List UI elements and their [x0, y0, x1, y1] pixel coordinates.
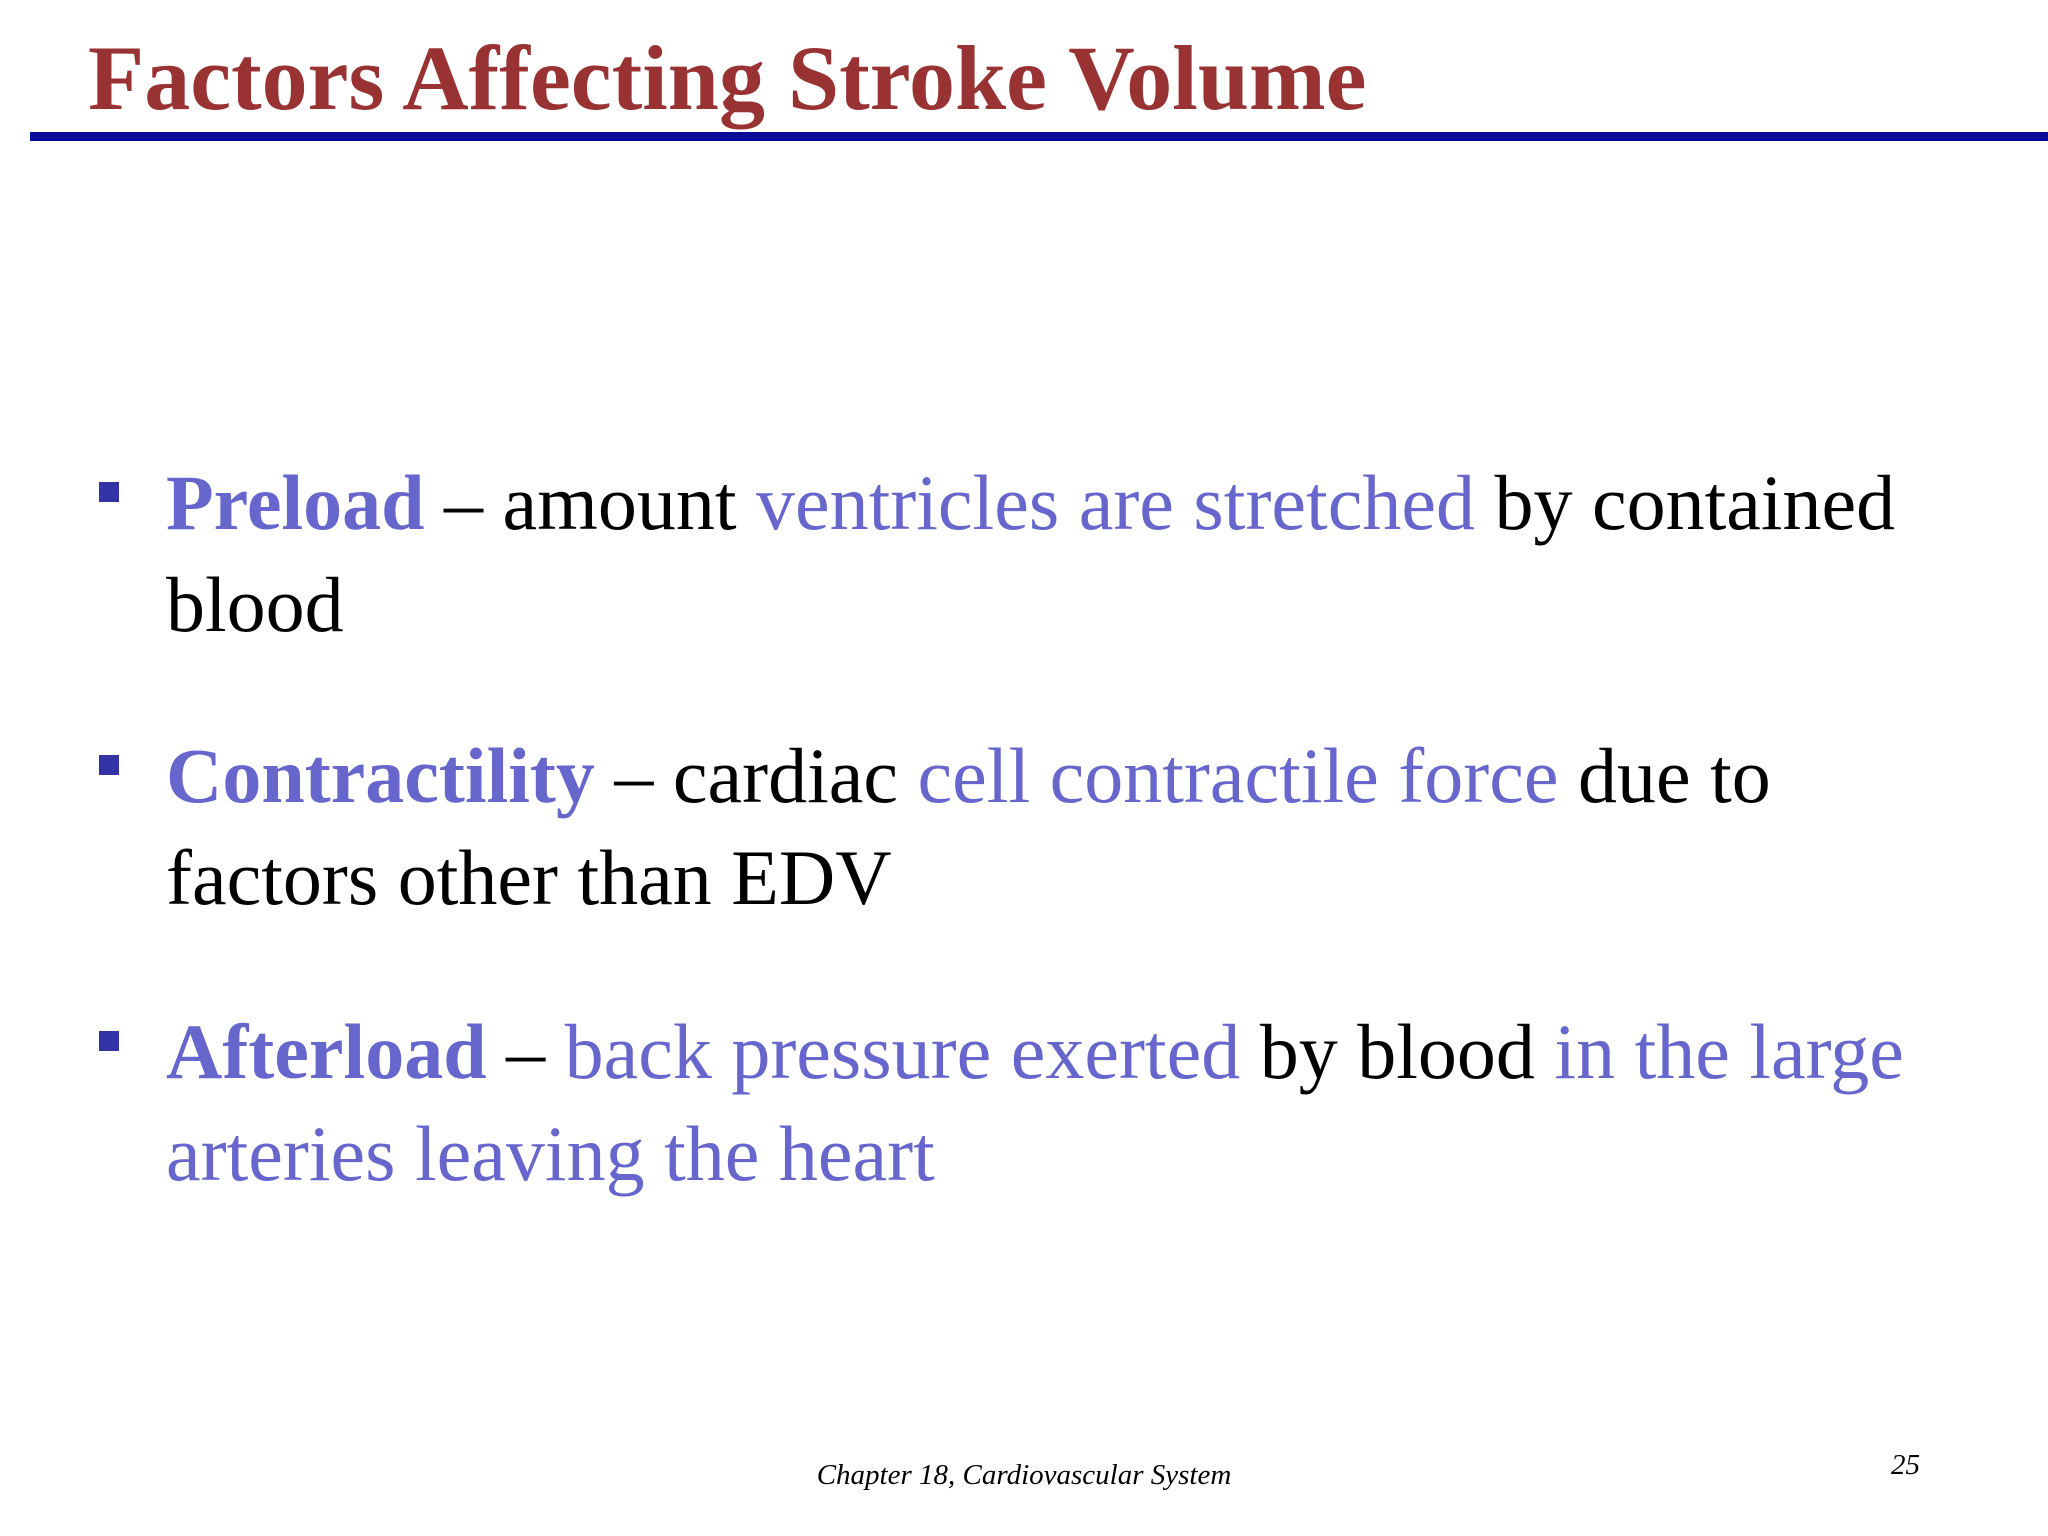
square-bullet-icon — [99, 755, 119, 775]
highlight-segment: ventricles are stretched — [756, 459, 1475, 546]
text-segment: – cardiac — [594, 732, 918, 819]
text-segment: by contained blood — [166, 459, 1896, 648]
square-bullet-icon — [99, 482, 119, 502]
bullet-text — [166, 452, 1946, 656]
bullet-text — [166, 1001, 1946, 1205]
term-contractility: Contractility — [166, 732, 595, 819]
highlight-segment: cell contractile force — [917, 732, 1559, 819]
slide-title: Factors Affecting Stroke Volume — [88, 27, 1367, 129]
highlight-segment: in the large arteries leaving the heart — [166, 1008, 1904, 1197]
page-number: 25 — [1891, 1449, 1920, 1481]
text-segment: by blood — [1240, 1008, 1555, 1095]
title-underline — [30, 132, 2048, 141]
text-segment: – amount — [424, 459, 756, 546]
text-segment: due to factors other than EDV — [166, 732, 1771, 921]
highlight-segment: back pressure exerted — [564, 1008, 1241, 1095]
square-bullet-icon — [99, 1031, 119, 1051]
text-segment: – — [486, 1008, 565, 1095]
footer-caption: Chapter 18, Cardiovascular System — [816, 1459, 1232, 1491]
bullet-text — [166, 725, 1946, 929]
term-afterload: Afterload — [166, 1008, 487, 1095]
term-preload: Preload — [166, 459, 425, 546]
